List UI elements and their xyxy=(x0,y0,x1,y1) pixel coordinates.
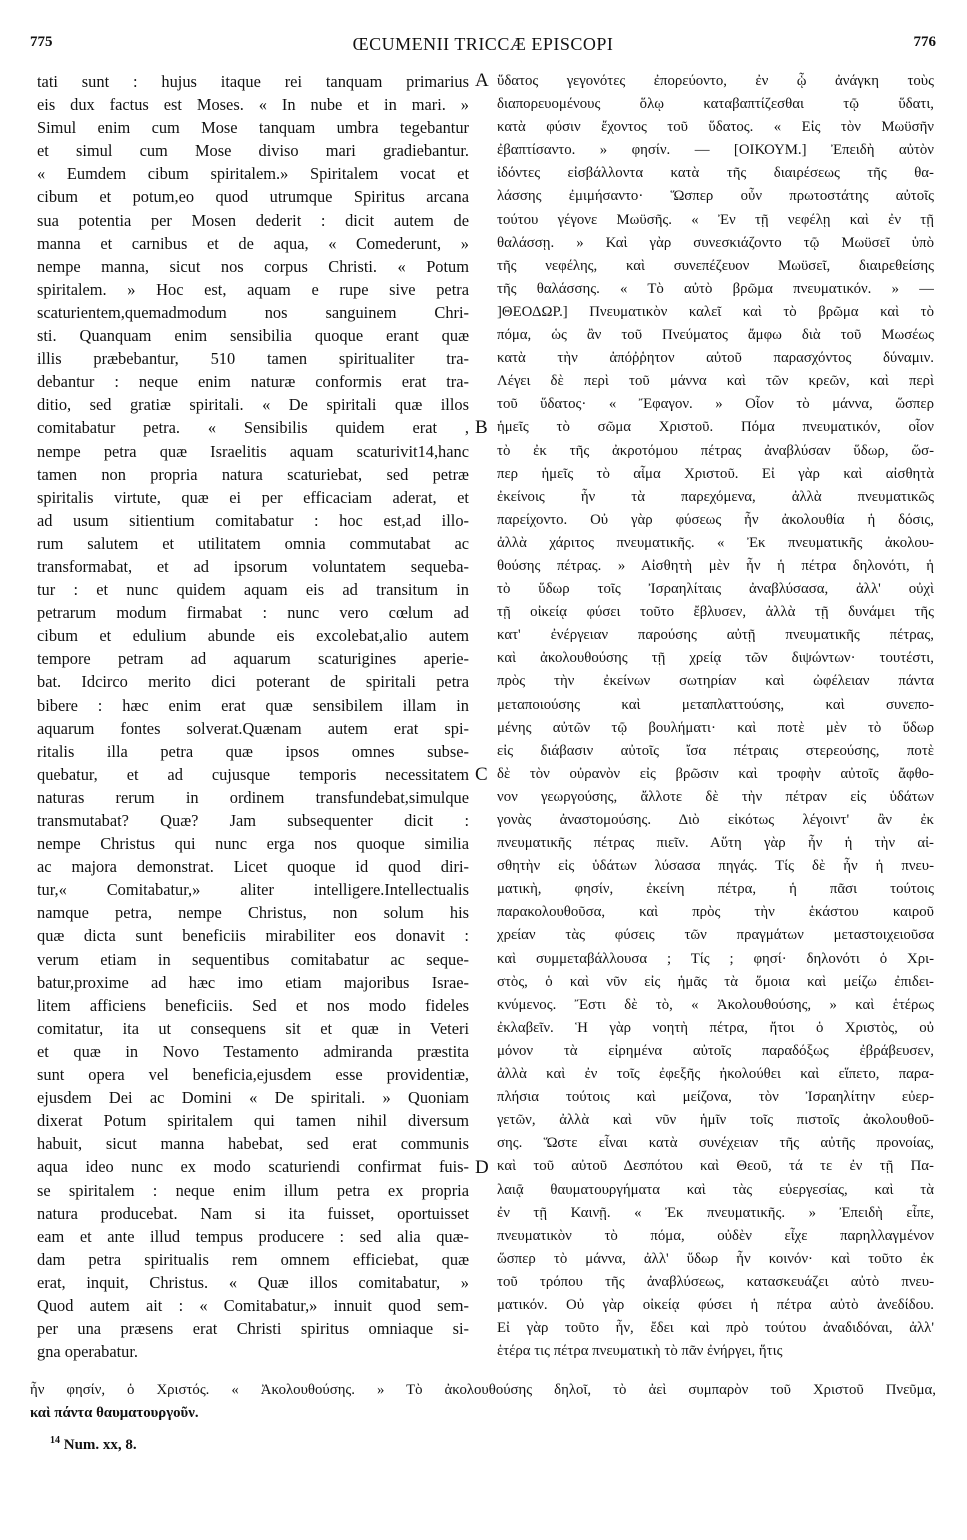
latin-text-line: litem afficiens beneficiis. Sed et nos modo fideles xyxy=(37,995,469,1015)
greek-text-line: τοῦ ὕδατος· « Ἔφαγον. » Οἷον τὸ μάννα, ὥσπερ xyxy=(497,396,934,413)
greek-text-line: Λέγει δὲ περὶ τοῦ μάννα καὶ τῶν κρεῶν, καὶ περὶ xyxy=(497,373,934,390)
greek-text-line: νον γεωργούσης, ἄλλοτε δὲ τὴν πέτραν εἰς ὑδάτων xyxy=(497,788,934,805)
latin-text-line: petrarum modum firmabat : nunc vero cœlum ad xyxy=(37,603,469,623)
latin-text-line: erat, inquit, Christus. « Quæ illos comitabatur, » xyxy=(37,1272,469,1292)
greek-text-line: γετῶν, ἀλλὰ καὶ νῦν ἡμῖν τοῖς πιστοῖς ἀκολουθοῦ- xyxy=(497,1112,934,1129)
greek-text-line: ματικὴ, φησίν, ἐκείνη πέτρα, ἡ πᾶσι τούτοις xyxy=(497,881,934,898)
latin-text-line: tamen non propria natura scaturiebat, sed petræ xyxy=(37,464,469,484)
latin-text-line: tati sunt : hujus itaque rei tanquam primarius xyxy=(37,72,469,91)
latin-text-line: et quæ in Novo Testamento admiranda præstita xyxy=(37,1041,469,1061)
latin-text-line: per una præsens erat Christi spiritus omniaque si- xyxy=(37,1319,469,1339)
greek-text-line: κνύμενος. Ἔστι δὲ τὸ, « Ἀκολουθούσης, » καὶ ἑτέρως xyxy=(497,996,934,1013)
greek-text-line: διαπορευομένους ὅλῳ καταβαπτίζεσθαι τῷ ὕδατι, xyxy=(497,96,934,113)
latin-text-line: aqua ideo nunc ex modo scaturiendi confirmat fuis- xyxy=(37,1157,469,1177)
latin-text-line: tur : et nunc quidem aquam eis ad transitum in xyxy=(37,580,469,600)
greek-text-line: ἑτέρα τις πέτρα πνευματικὴ τὸ πᾶν ἐνήργει, ἥτις xyxy=(497,1343,783,1360)
latin-column xyxy=(37,70,469,1363)
latin-text-line: « Eumdem cibum spiritalem.» Spiritalem vocat et xyxy=(37,164,469,184)
greek-text-line: σης. Ὥστε εἶναι κατὰ συνέχειαν τῆς αὐτῆς προνοίας, xyxy=(497,1135,934,1152)
latin-text-line: nempe petra quæ Israelitis aquam scaturivit14,hanc xyxy=(37,441,469,461)
latin-text-line: Simul enim cum Mose tanquam umbra tegebantur xyxy=(37,118,469,138)
greek-text-line: δὲ τὸν οὐρανὸν εἰς βρῶσιν καὶ τροφὴν αὐτοῖς ἄφθο- xyxy=(497,765,934,782)
greek-text-line: τὸ ὕδωρ τοῖς Ἰσραηλίταις ἀναβλύσασα, ἀλλ' οὐχὶ xyxy=(497,581,934,598)
greek-text-line: κατὰ τὴν ἀπόῤῥητον αὐτοῦ παρασχόντος δύναμιν. xyxy=(497,350,934,367)
greek-text-line: πνευματικὸν τὸ πόμα, οὐδὲν εἶχε παρηλλαγμένον xyxy=(497,1227,934,1244)
page-number-left: 775 xyxy=(30,34,53,50)
latin-text-line: nempe Christus qui nunc erga nos quoque similia xyxy=(37,834,469,854)
latin-text-line: quebatur, et ad cujusque temporis necessitatem xyxy=(37,764,469,784)
latin-text-line: debantur : neque enim naturæ conformis erat tra- xyxy=(37,372,469,392)
latin-text-line: ditio, sed gratiæ spiritali. « De spiritali quæ illos xyxy=(37,395,469,415)
greek-text-line: πρὸς τὴν ἐκείνων σωτηρίαν καὶ ὠφέλειαν πάντα xyxy=(497,673,934,690)
greek-text-line: περ ἡμεῖς τὸ αἷμα Χριστοῦ. Εἰ γὰρ καὶ αἰσθητὰ xyxy=(497,465,934,482)
greek-text-line: τῆς νεφέλης, καὶ συνεπέζευον Μωϋσεῖ, διαιρεθείσης xyxy=(497,257,934,274)
greek-text-line: καὶ ἀκολουθούσης τῇ χρείᾳ τῶν διψώντων· τουτέστι, xyxy=(497,650,934,667)
running-title: ŒCUMENII TRICCÆ EPISCOPI xyxy=(352,34,614,54)
greek-text-line: κατ' ἐνέργειαν παρούσης αὐτῇ πνευματικῆς πέτρας, xyxy=(497,627,934,644)
latin-text-line: sunt opera vel beneficia,ejusdem esse providentiæ, xyxy=(37,1065,469,1085)
greek-text-line: μεταποιούσης καὶ μεταπλαττούσης, καὶ συνεπο- xyxy=(497,696,934,713)
greek-text-line: ὥσπερ τὸ μάννα, ἀλλ' ὕδωρ ἦν κοινόν· καὶ τοῦτο ἐκ xyxy=(497,1250,934,1267)
latin-text-line: ad usum sitientium comitabatur : hoc est,ad illo- xyxy=(37,510,469,530)
greek-text-line: τούτου γέγονε Μωϋσῆς. « Ἐν τῇ νεφέλῃ καὶ ἐν τῇ xyxy=(497,211,934,228)
greek-text-line: λαιᾷ θαυματουργήματα καὶ τὰς εὐεργεσίας, καὶ τὰ xyxy=(497,1181,934,1198)
latin-text-line: quæ dicta sunt beneficiis mirabiliter eos donavit : xyxy=(37,926,469,946)
greek-text-line: ἡμεῖς τὸ σῶμα Χριστοῦ. Πόμα πνευματικόν, οἷον xyxy=(497,419,934,436)
latin-text-line: batur,proxime ad hæc imo etiam majoribus Israe- xyxy=(37,972,469,992)
greek-text-line: μένης αὐτῶν τῷ βουλήματι· καὶ ποτὲ μὲν τὸ ὕδωρ xyxy=(497,719,934,736)
latin-text-line: dam petra spiritualis rem omnem efficiebat, quæ xyxy=(37,1249,469,1269)
latin-text-line: bat. Idcirco merito dici poterant de spiritali petra xyxy=(37,672,469,692)
greek-text-line: καὶ τοῦ αὐτοῦ Δεσπότου καὶ Θεοῦ, τά τε ἐν τῇ Πα- xyxy=(497,1158,934,1175)
greek-text-line: Εἰ γὰρ τοῦτο ἦν, ἔδει καὶ πρὸ τούτου ἀναδιδόναι, ἀλλ' xyxy=(497,1320,934,1337)
greek-text-line: στὸς, ὁ καὶ νῦν εἰς ἡμᾶς τὰ ὅμοια καὶ μείζω ἐπιδει- xyxy=(497,973,934,990)
greek-text-line: ἐκείνοις ἦν τὰ παρεχόμενα, ἀλλὰ πνευματικῶς xyxy=(497,488,934,505)
latin-text-line: se spiritalem : neque enim illum petra ex propria xyxy=(37,1180,469,1200)
latin-text-line: Quod autem ait : « Comitabatur,» innuit quod sem- xyxy=(37,1295,469,1315)
latin-text-line: natura producebat. Nam si ita fuisset, oportuisset xyxy=(37,1203,469,1223)
running-header xyxy=(30,34,936,56)
latin-text-line: spiritalem. » Hoc est, aquam e rupe sive petra xyxy=(37,279,469,299)
greek-text-line: τοῦ τρόπου τῆς ἀναβλύσεως, κατασκευάζει αὐτὸ πνευ- xyxy=(497,1273,934,1290)
greek-text-line: σθητὴν εἰς ὑδάτων λύσασα πηγάς. Τίς δὲ ἦν ἡ πνευ- xyxy=(497,858,934,875)
greek-text-line: μόνον τὰ εἰρημένα αὐτοῖς παραδόξως ἐβράβευσεν, xyxy=(497,1042,934,1059)
greek-text-line: πνευματικῆς πέτρας πιεῖν. Αὕτη γὰρ ἦν ἡ τὴν αἰ- xyxy=(497,835,934,852)
greek-text-line: παρείχοντο. Οὐ γὰρ φύσεως ἦν ἀκολουθία ἡ δόσις, xyxy=(497,511,934,528)
latin-text-line: comitatur, ita ut consequens sit et quæ in Veteri xyxy=(37,1018,469,1038)
latin-text-line: manna et carnibus et de aqua, « Comederunt, » xyxy=(37,233,469,253)
latin-text-line: sua potentia per Mosen dederit : dicit autem de xyxy=(37,210,469,230)
latin-text-line: transformabat, et ad ipsorum voluntatem sequeba- xyxy=(37,556,469,576)
greek-text-line: γονὰς ἀναστομούσης. Διὸ εἰκότως λέγοιντ' ἂν ἐκ xyxy=(497,812,934,828)
greek-text-line: τὸ ἐκ τῆς ἀκροτόμου πέτρας ἀναβλύσαν ὕδωρ, ὥσ- xyxy=(497,442,934,459)
greek-text-line: ἦν φησίν, ὁ Χριστός. « Ἀκολουθούσης. » Τὸ ἀκολουθούσης δηλοῖ, τὸ ἀεὶ συμπαρὸν τοῦ Χριστοῦ Πνεῦμα, xyxy=(30,1382,936,1398)
latin-text-line: habuit, sicut manna habebat, sed erat communis xyxy=(37,1134,469,1154)
latin-text-line: scaturientem,quemadmodum nos sanguinem Chri- xyxy=(37,302,469,322)
latin-text-line: eis dux factus est Moses. « In nube et in mari. » xyxy=(37,95,469,115)
latin-text-line: ac majora demonstrat. Licet quoque id quod diri- xyxy=(37,857,469,877)
latin-text-line: tur,« Comitabatur,» aliter intelligere.Intellectualis xyxy=(37,880,469,900)
latin-text-line: verum etiam in sequentibus comitabatur ac seque- xyxy=(37,949,469,969)
latin-text-line: et simul cum Mose diviso mari gradiebantur. xyxy=(37,141,469,161)
latin-text-line: ritalis illa petra quæ ipsos omnes subse- xyxy=(37,741,469,761)
margin-letter-b: B xyxy=(475,417,488,438)
latin-text-line: transmutabat? Quæ? Jam subsequenter dicit : xyxy=(37,811,469,830)
footnote-number: 14 xyxy=(50,1435,60,1446)
greek-text-line: ἐκλαβεῖν. Ἡ γὰρ νοητὴ πέτρα, ἤτοι ὁ Χριστὸς, οὐ xyxy=(497,1019,934,1036)
latin-text-line: cibum et edulium abunde eis excolebat,alio autem xyxy=(37,626,469,646)
footnote xyxy=(50,1435,137,1454)
greek-text-line: ὕδατος γεγονότες ἐπορεύοντο, ἐν ᾧ ἀνάγκη τοὺς xyxy=(497,73,934,89)
page-number-right: 776 xyxy=(913,34,936,50)
latin-text-line: ejusdem Dei ac Domini « De spiritali. » Quoniam xyxy=(37,1088,469,1108)
latin-text-line: aquarum fontes solverat.Quænam autem erat spi- xyxy=(37,718,469,738)
footnote-text: Num. xx, 8. xyxy=(63,1437,137,1453)
latin-text-line: comitabatur petra. « Sensibilis quidem erat , xyxy=(37,418,469,438)
greek-text-line: θούσης πέτρας. » Αἰσθητὴ μὲν ἦν ἡ πέτρα δηλονότι, ἡ xyxy=(497,557,934,574)
latin-text-line: namque petra, nempe Christus, non solum his xyxy=(37,903,469,923)
greek-text-line: καὶ συμμεταβάλλουσα ; Τίς ; φησί· δηλονότι ὁ Χρι- xyxy=(497,950,934,967)
latin-text-line: bibere : hæc enim erat quæ sensibilem illam in xyxy=(37,695,469,715)
greek-text-line: ἀλλὰ χάριτος πνευματικῆς. « Ἐκ πνευματικῆς ἀκολου- xyxy=(497,534,934,551)
greek-text-line: παρακολουθοῦσα, καὶ πρὸς τὴν ἑκάστου καιροῦ xyxy=(497,904,934,921)
latin-text-line: spiritalis virtute, quæ ei per efficaciam aderat, et xyxy=(37,487,469,507)
greek-text-line: κατὰ φύσιν ἔχοντος τοῦ ὕδατος. « Εἰς τὸν Μωϋσῆν xyxy=(497,119,934,136)
margin-letter-d: D xyxy=(475,1157,489,1178)
greek-text-line: πλήσια τούτοις καὶ μείζονα, τὸν Ἰσραηλίτην εὐερ- xyxy=(497,1089,934,1106)
greek-text-line: τῆς θαλάσσης. « Τὸ αὐτὸ βρῶμα πνευματικόν. » — xyxy=(497,280,934,297)
latin-text-line: illis præbebantur, 510 tamen spiritualiter tra- xyxy=(37,349,469,369)
greek-text-line: τῇ οἰκείᾳ φύσει τοῦτο ἔβλυσεν, ἀλλὰ τῇ δυνάμει τῆς xyxy=(497,604,934,621)
latin-text-line: eam et ante illud tempus producere : sed alia quæ- xyxy=(37,1226,469,1246)
latin-text-line: gna operabatur. xyxy=(37,1342,139,1362)
greek-text-line: ]ΘΕΟΔΩΡ.] Πνευματικὸν καλεῖ καὶ τὸ βρῶμα καὶ τὸ xyxy=(497,303,934,320)
greek-column xyxy=(497,70,934,1363)
latin-text-line: dixerat Potum spiritalem qui tamen nihil diversum xyxy=(37,1111,469,1131)
greek-text-line: ματικόν. Οὐ γὰρ οἰκείᾳ φύσει ἡ πέτρα αὐτὸ ἀνεδίδου. xyxy=(497,1296,934,1313)
greek-text-line: ἐν τῇ Καινῇ. « Ἐκ πνευματικῆς. » Ἐπειδὴ εἶπε, xyxy=(497,1204,934,1221)
latin-text-line: rum salutem et utilitatem omnia commutabat ac xyxy=(37,533,469,553)
greek-text-line: λάσσης ἐμιμήσαντο· Ὥσπερ οὖν πρωτοστάτης αὐτοῖς xyxy=(497,188,934,205)
latin-text-line: nempe manna, sicut nos corpus Christi. « Potum xyxy=(37,256,469,276)
greek-text-line: ἀλλὰ καὶ ἐν τοῖς ἐφεξῆς ἠκολούθει καὶ εἵπετο, παρα- xyxy=(497,1066,934,1083)
greek-text-line: ἰδόντες εἰσβάλλοντα κατὰ τῆς διαιρέσεως τῆς θα- xyxy=(497,165,934,182)
greek-text-line: πόμα, ὡς ἂν τοῦ Πνεύματος ἄμφω διὰ τοῦ Μωσέως xyxy=(497,327,934,344)
greek-text-line: καὶ πάντα θαυματουργοῦν. xyxy=(30,1405,199,1422)
margin-letter-a: A xyxy=(475,70,489,91)
latin-text-line: naturas rerum in ordinem transfundebat,simulque xyxy=(37,787,469,807)
greek-text-line: εἰς διάβασιν αὐτοῖς ἴσα πέτραις στερεούσης, ποτὲ xyxy=(497,742,934,759)
latin-text-line: tempore petram ad aquarum scaturigines aperie- xyxy=(37,649,469,669)
full-width-greek-ending xyxy=(30,1379,936,1425)
latin-text-line: cibum et potum,eo quod utrumque Spiritus arcana xyxy=(37,187,469,207)
greek-text-line: θαλάσσῃ. » Καὶ γὰρ συνεσκιάζοντο τῷ Μωϋσεῖ ὑπὸ xyxy=(497,234,934,251)
greek-text-line: χρείαν τὰς φύσεις τῶν πραγμάτων μεταστοιχειοῦσα xyxy=(497,927,934,944)
margin-letter-c: C xyxy=(475,764,488,785)
latin-text-line: sti. Quanquam enim sensibilia quoque erant quæ xyxy=(37,326,469,346)
greek-text-line: ἐβαπτίσαντο. » φησίν. — [ΟΙΚΟΥΜ.] Ἐπειδὴ αὐτὸν xyxy=(497,142,934,159)
